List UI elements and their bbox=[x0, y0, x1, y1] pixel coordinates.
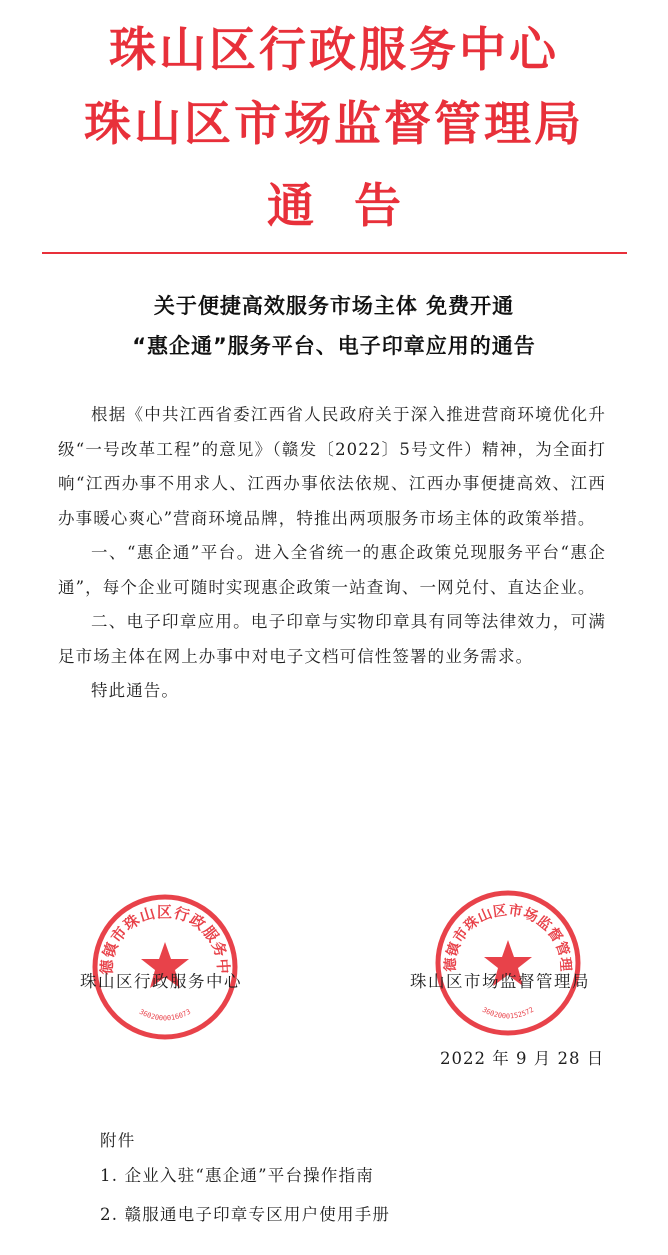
seal-left-number: 3602000016073 bbox=[137, 1007, 193, 1023]
issuer-line-2: 珠山区市场监督管理局 bbox=[84, 97, 584, 152]
issue-date: 2022 年 9 月 28 日 bbox=[440, 1049, 605, 1068]
attachment-item: 1. 企业入驻“惠企通”平台操作指南 bbox=[100, 1166, 374, 1185]
red-divider bbox=[42, 252, 627, 254]
seal-right-text: 德镇市珠山区市场监督管理 bbox=[442, 902, 574, 973]
closing-text: 特此通告。 bbox=[91, 681, 179, 700]
attachments-heading: 附件 bbox=[100, 1131, 136, 1150]
paragraph-item-2: 二、电子印章应用。电子印章与实物印章具有同等法律效力，可满足市场主体在网上办事中对电子文档可信性签署的业务需求。 bbox=[58, 612, 606, 666]
notice-title-line-1: 关于便捷高效服务市场主体 免费开通 bbox=[153, 294, 515, 318]
seal-left-graphic bbox=[90, 892, 240, 1042]
paragraph-basis: 根据《中共江西省委江西省人民政府关于深入推进营商环境优化升级“一号改革工程”的意见》（赣发〔2022〕5号文件）精神，为全面打响“江西办事不用求人、江西办事依法依规、江西办事便捷高效、江西办事暖心爽心”营商环境品牌，特推出两项服务市场主体的政策举措。 bbox=[58, 405, 606, 528]
notice-body bbox=[58, 398, 606, 709]
signature-right: 珠山区市场监督管理局 bbox=[410, 972, 590, 991]
attachment-item: 2. 赣服通电子印章专区用户使用手册 bbox=[100, 1205, 391, 1224]
seal-right-graphic bbox=[433, 888, 583, 1038]
seal-right-number: 3602000152572 bbox=[480, 1005, 536, 1021]
signature-left: 珠山区行政服务中心 bbox=[80, 972, 242, 991]
paragraph-item-1: 一、“惠企通”平台。进入全省统一的惠企政策兑现服务平台“惠企通”，每个企业可随时实现惠企政策一站查询、一网兑付、直达企业。 bbox=[58, 543, 606, 597]
document-type-heading: 通告 bbox=[267, 179, 441, 234]
official-seal-right bbox=[433, 888, 583, 1038]
issuer-line-1: 珠山区行政服务中心 bbox=[109, 23, 559, 78]
svg-text:3602000152572 bbox=[481, 1006, 535, 1021]
official-seal-left bbox=[90, 892, 240, 1042]
seal-left-text: 德镇市珠山区行政服务中 bbox=[97, 903, 233, 976]
svg-text:3602000016073 bbox=[138, 1008, 192, 1023]
notice-title-line-2: “惠企通”服务平台、电子印章应用的通告 bbox=[132, 334, 536, 358]
